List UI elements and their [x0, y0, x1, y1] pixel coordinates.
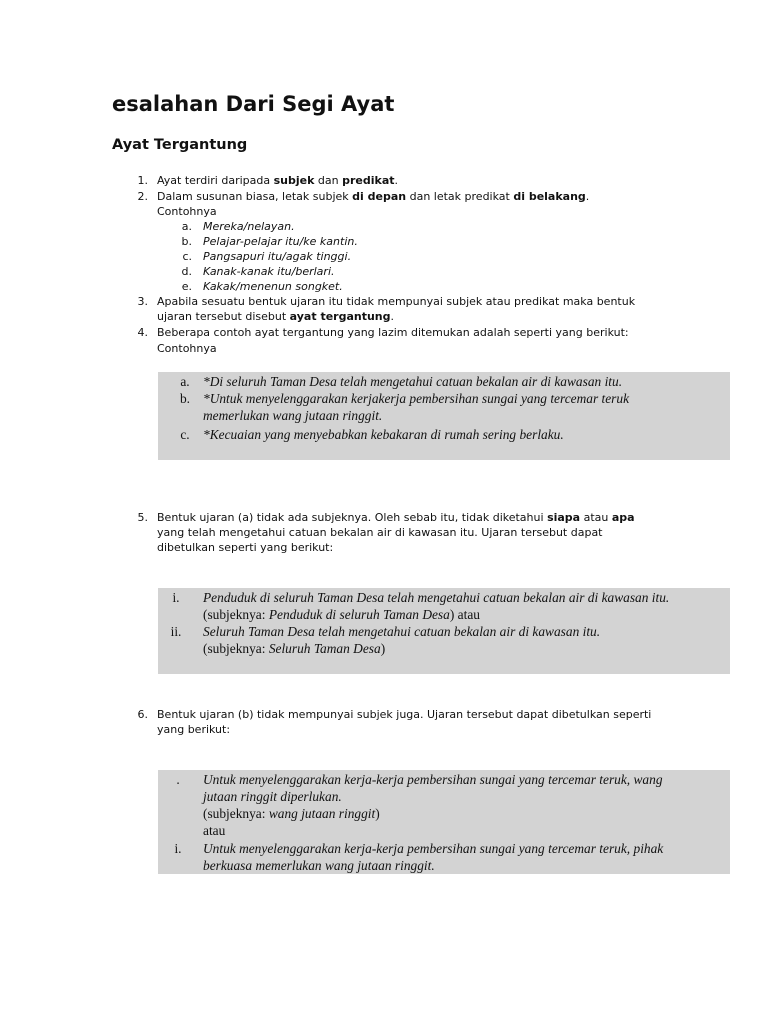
item-number: 1. — [137, 174, 148, 187]
item-text: Bentuk ujaran (a) tidak ada subjeknya. Oleh sebab itu, tidak diketahui siapa atau apa — [157, 511, 635, 524]
contohnya-label: Contohnya — [157, 205, 217, 218]
example-text: *Di seluruh Taman Desa telah mengetahui catuan bekalan air di kawasan itu. — [203, 374, 623, 389]
example-label: i. — [174, 841, 182, 856]
example-label: e. — [181, 280, 192, 293]
item-text-cont: yang berikut: — [157, 723, 231, 736]
example-text: Penduduk di seluruh Taman Desa telah mengetahui catuan bekalan air di kawasan itu. — [203, 590, 670, 605]
example-text: Pelajar-pelajar itu/ke kantin. — [203, 235, 358, 248]
subject-note: (subjeknya: wang jutaan ringgit) — [203, 806, 380, 821]
example-text: *Kecuaian yang menyebabkan kebakaran di rumah sering berlaku. — [203, 427, 564, 442]
example-text-cont: berkuasa memerlukan wang jutaan ringgit. — [203, 858, 435, 873]
example-text-cont: jutaan ringgit diperlukan. — [203, 789, 342, 804]
item-number: 4. — [137, 326, 148, 339]
subject-note: (subjeknya: Penduduk di seluruh Taman Desa) atau — [203, 607, 480, 622]
item-number: 6. — [137, 708, 148, 721]
example-text: Untuk menyelenggarakan kerja-kerja pembersihan sungai yang tercemar teruk, pihak — [203, 841, 664, 856]
item-number: 5. — [137, 511, 148, 524]
example-label: a. — [180, 374, 190, 389]
example-text: Kakak/menenun songket. — [203, 280, 343, 293]
example-text: Mereka/nelayan. — [203, 220, 295, 233]
contohnya-label: Contohnya — [157, 342, 217, 355]
item-text: Bentuk ujaran (b) tidak mempunyai subjek juga. Ujaran tersebut dapat dibetulkan seperti — [157, 708, 652, 721]
example-label: b. — [181, 235, 192, 248]
example-box-1 — [158, 372, 730, 460]
example-text: Untuk menyelenggarakan kerja-kerja pembersihan sungai yang tercemar teruk, wang — [203, 772, 663, 787]
example-label: d. — [181, 265, 192, 278]
example-box-2 — [158, 588, 730, 674]
item-text: Ayat terdiri daripada subjek dan predikat. — [157, 174, 399, 187]
example-label: b. — [179, 391, 191, 406]
section-heading: Ayat Tergantung — [112, 137, 248, 153]
example-label: a. — [181, 220, 192, 233]
example-label: c. — [182, 250, 192, 263]
example-label: . — [176, 772, 180, 787]
item-text: Apabila sesuatu bentuk ujaran itu tidak mempunyai subjek atau predikat maka bentuk — [157, 295, 636, 308]
item-text-cont: yang telah mengetahui catuan bekalan air di kawasan itu. Ujaran tersebut dapat — [157, 526, 603, 539]
item-number: 2. — [137, 190, 148, 203]
example-label: i. — [172, 590, 180, 605]
example-text-cont: memerlukan wang jutaan ringgit. — [203, 408, 383, 423]
atau-text: atau — [203, 823, 226, 838]
item-number: 3. — [137, 295, 148, 308]
subject-note: (subjeknya: Seluruh Taman Desa) — [203, 641, 386, 656]
page-title: esalahan Dari Segi Ayat — [112, 92, 395, 116]
item-text: Beberapa contoh ayat tergantung yang lazim ditemukan adalah seperti yang berikut: — [157, 326, 629, 339]
item-text-cont: dibetulkan seperti yang berikut: — [157, 541, 334, 554]
example-label: ii. — [170, 624, 182, 639]
example-text: Kanak-kanak itu/berlari. — [203, 265, 335, 278]
example-text: Seluruh Taman Desa telah mengetahui catuan bekalan air di kawasan itu. — [203, 624, 601, 639]
example-box-3 — [158, 770, 730, 874]
example-text: *Untuk menyelenggarakan kerjakerja pembersihan sungai yang tercemar teruk — [203, 391, 630, 406]
example-text: Pangsapuri itu/agak tinggi. — [203, 250, 352, 263]
item-text: Dalam susunan biasa, letak subjek di depan dan letak predikat di belakang. — [157, 190, 590, 203]
example-label: c. — [180, 427, 190, 442]
item-text-cont: ujaran tersebut disebut ayat tergantung. — [157, 310, 395, 323]
